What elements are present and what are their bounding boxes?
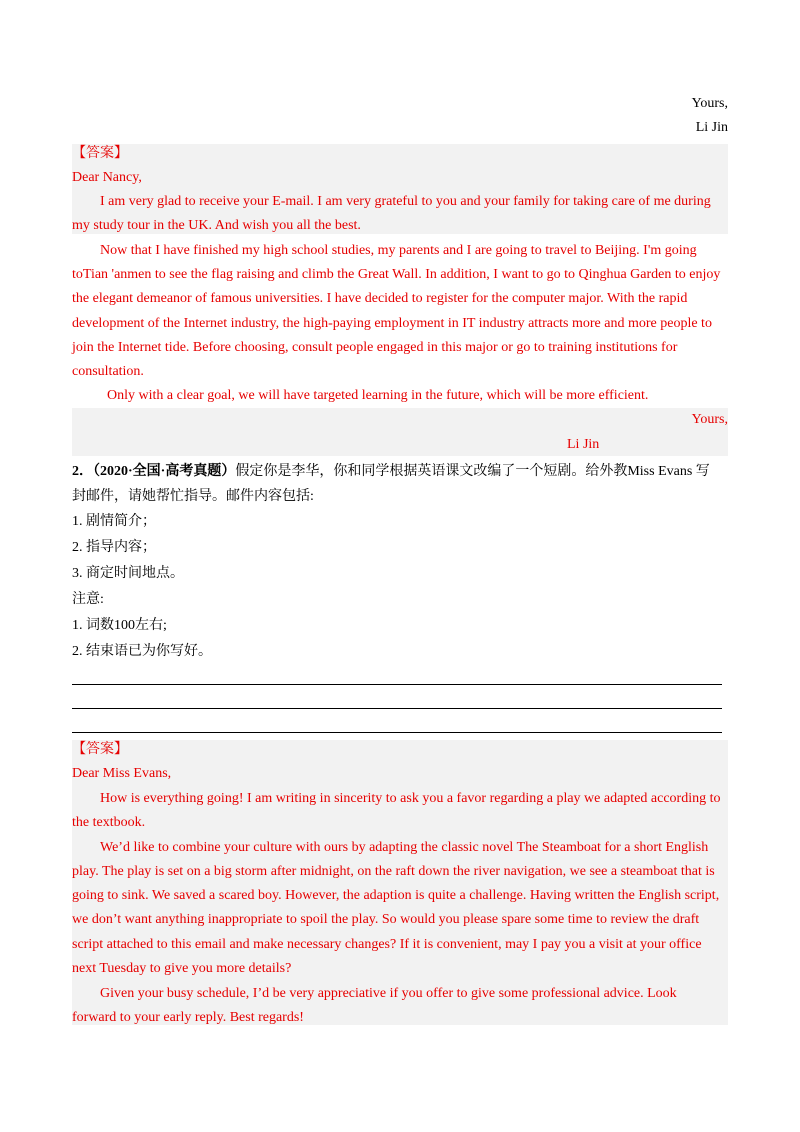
answer-writing-line	[72, 708, 722, 709]
answer2-p2-line: going to sink. We saved a scared boy. However, the adaption is quite a challenge. Having written the English script,	[72, 888, 720, 903]
answer2-p2-line: we don’t want anything inappropriate to spoil the play. So would you please spare some time to review the draft	[72, 912, 700, 927]
answer2-salutation: Dear Miss Evans,	[72, 766, 172, 781]
question2-note: 1. 词数100左右;	[72, 618, 167, 633]
answer2-tag: 【答案】	[72, 742, 128, 757]
question2-note-label: 注意:	[72, 592, 104, 607]
answer1-p2-line: toTian 'anmen to see the flag raising and climb the Great Wall. In addition, I want to go to Qinghua Garden to enjoy	[72, 267, 721, 282]
question2-item: 1. 剧情简介；	[72, 514, 156, 529]
answer1-tag: 【答案】	[72, 146, 128, 161]
answer-writing-line	[72, 684, 722, 685]
question2-note: 2. 结束语已为你写好。	[72, 644, 212, 659]
answer2-p3-line: Given your busy schedule, I’d be very appreciative if you offer to give some professional advice. Look	[100, 986, 677, 1001]
answer1-p1-line: I am very glad to receive your E-mail. I am very grateful to you and your family for taking care of me during	[100, 194, 711, 209]
answer1-p1-line: my study tour in the UK. And wish you all the best.	[72, 218, 361, 233]
answer2-p1-line: How is everything going! I am writing in sincerity to ask you a favor regarding a play we adapted according to	[100, 791, 721, 806]
answer1-p2-line: Now that I have finished my high school studies, my parents and I are going to travel to Beijing. I'm going	[100, 243, 697, 258]
answer1-signature: Li Jin	[567, 437, 600, 452]
answer1-p2-line: the elegant demeanor of famous universities. I have decided to register for the computer major. With the rapid	[72, 291, 688, 306]
answer1-salutation: Dear Nancy,	[72, 170, 142, 185]
answer1-p3: Only with a clear goal, we will have targeted learning in the future, which will be more efficient.	[107, 388, 649, 403]
question2-text-line2: 封邮件，请她帮忙指导。邮件内容包括:	[72, 489, 314, 504]
answer-writing-line	[72, 732, 722, 733]
question2-source: （2020·全国·高考真题）	[93, 464, 236, 479]
answer2-p2-line: script attached to this email and make necessary changes? If it is convenient, may I pay you a visit at your office	[72, 937, 702, 952]
question2-item: 2. 指导内容；	[72, 540, 156, 555]
answer1-p2-line: join the Internet tide. Before choosing, consult people engaged in this major or go to training institutions for	[72, 340, 678, 355]
answer2-p3-line: forward to your early reply. Best regards!	[72, 1010, 304, 1025]
question2-item: 3. 商定时间地点。	[72, 566, 184, 581]
letter1-closing: Yours,	[691, 96, 728, 111]
answer2-p1-line: the textbook.	[72, 815, 146, 830]
answer1-p2-line: consultation.	[72, 364, 144, 379]
question2-prompt	[72, 460, 728, 484]
answer2-p2-line: play. The play is set on a big storm after midnight, on the raft down the river navigation, we see a steamboat that is	[72, 864, 715, 879]
question2-number: 2．	[72, 464, 93, 479]
letter1-signature: Li Jin	[695, 120, 728, 135]
question2-text: 假定你是李华，你和同学根据英语课文改编了一个短剧。给外教Miss Evans 写	[235, 464, 710, 479]
answer1-p2-line: development of the Internet industry, the high-paying employment in IT industry attracts more and more people to	[72, 316, 712, 331]
answer2-p2-line: We’d like to combine your culture with ours by adapting the classic novel The Steamboat for a short English	[100, 840, 709, 855]
answer1-closing: Yours,	[691, 412, 728, 427]
answer2-p2-line: next Tuesday to give you more details?	[72, 961, 292, 976]
